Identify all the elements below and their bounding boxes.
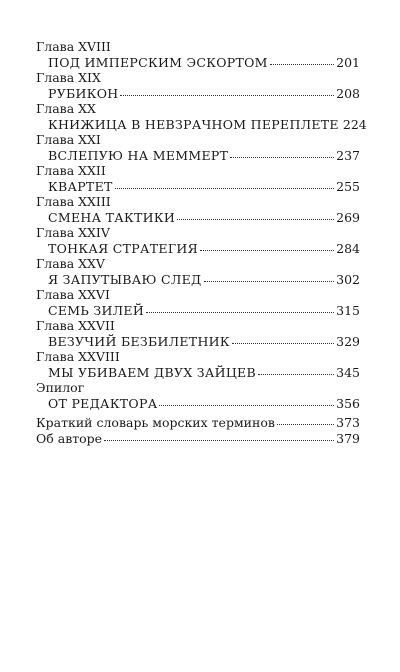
dot-leader: [232, 334, 334, 346]
toc-chapter-entry: [36, 381, 360, 412]
chapter-title: СЕМЬ ЗИЛЕЙ: [48, 303, 145, 318]
chapter-title-row: [36, 148, 360, 164]
chapter-title-row: [36, 55, 360, 71]
dot-leader: [258, 365, 334, 377]
toc-chapter-entry: [36, 257, 360, 288]
page-number: 373: [336, 415, 360, 430]
table-of-contents: [36, 39, 367, 447]
toc-chapter-entry: [36, 288, 360, 319]
chapter-title: ТОНКАЯ СТРАТЕГИЯ: [48, 241, 199, 256]
dot-leader: [200, 241, 334, 253]
toc-chapter-entry: [36, 71, 360, 102]
toc-chapter-entry: [36, 350, 360, 381]
chapter-title: КНИЖИЦА В НЕВЗРАЧНОМ ПЕРЕПЛЕТЕ: [48, 117, 339, 132]
chapter-title: ВСЛЕПУЮ НА МЕММЕРТ: [48, 148, 229, 163]
page-number: 284: [336, 241, 360, 256]
chapter-title-row: [36, 303, 360, 319]
page-number: 237: [336, 148, 360, 163]
chapter-label: Глава XXIV: [36, 225, 110, 240]
page-number: 356: [336, 396, 360, 411]
chapter-title-row: [36, 179, 360, 195]
page-number: 379: [336, 431, 360, 446]
chapter-title-row: [36, 334, 360, 350]
chapter-title: СМЕНА ТАКТИКИ: [48, 210, 176, 225]
chapter-title-row: [36, 210, 360, 226]
chapter-label: Глава XXVIII: [36, 349, 120, 364]
chapter-label: Глава XXII: [36, 163, 106, 178]
chapter-label: Глава XXVI: [36, 287, 110, 302]
chapter-title: Я ЗАПУТЫВАЮ СЛЕД: [48, 272, 202, 287]
chapter-label: Глава XVIII: [36, 39, 111, 54]
page-number: 208: [336, 86, 360, 101]
dot-leader: [115, 179, 335, 191]
toc-extra-entry: [36, 431, 360, 447]
chapter-title-row: [36, 117, 367, 133]
toc-chapter-entry: [36, 40, 360, 71]
page-number: 269: [336, 210, 360, 225]
page-number: 302: [336, 272, 360, 287]
page-number: 329: [336, 334, 360, 349]
dot-leader: [120, 86, 334, 98]
toc-chapter-entry: [36, 319, 360, 350]
extra-title: Краткий словарь морских терминов: [36, 415, 275, 430]
toc-chapter-entry: [36, 164, 360, 195]
page-number: 201: [336, 55, 360, 70]
toc-extra-entry: [36, 415, 360, 431]
dot-leader: [230, 148, 334, 160]
chapter-label: Глава XXIII: [36, 194, 111, 209]
chapter-label: Глава XXVII: [36, 318, 115, 333]
page-number: 345: [336, 365, 360, 380]
dot-leader: [146, 303, 334, 315]
chapter-title-row: [36, 272, 360, 288]
chapter-label: Глава XX: [36, 101, 96, 116]
toc-chapter-entry: [36, 101, 367, 133]
chapter-title-row: [36, 396, 360, 412]
extra-title: Об авторе: [36, 431, 103, 446]
dot-leader: [270, 55, 334, 67]
dot-leader: [104, 431, 334, 443]
chapter-title: ВЕЗУЧИЙ БЕЗБИЛЕТНИК: [48, 334, 230, 349]
chapter-title: РУБИКОН: [48, 86, 119, 101]
toc-chapter-entry: [36, 226, 360, 257]
dot-leader: [204, 272, 335, 284]
extras-list: [36, 415, 360, 447]
chapter-title: КВАРТЕТ: [48, 179, 113, 194]
page-number: 315: [336, 303, 360, 318]
page-number: 224: [342, 117, 367, 132]
chapter-title: МЫ УБИВАЕМ ДВУХ ЗАЙЦЕВ: [48, 365, 256, 380]
dot-leader: [277, 415, 334, 427]
toc-chapter-entry: [36, 195, 360, 226]
chapter-list: [36, 39, 367, 412]
chapter-label: Глава XXV: [36, 256, 105, 271]
page-number: 255: [336, 179, 360, 194]
chapter-title: ОТ РЕДАКТОРА: [48, 396, 158, 411]
chapter-label: Эпилог: [36, 380, 85, 395]
dot-leader: [159, 396, 334, 408]
dot-leader: [177, 210, 334, 222]
chapter-title: ПОД ИМПЕРСКИМ ЭСКОРТОМ: [48, 55, 268, 70]
toc-chapter-entry: [36, 133, 360, 164]
chapter-title-row: [36, 365, 360, 381]
chapter-label: Глава XIX: [36, 70, 101, 85]
chapter-title-row: [36, 86, 360, 102]
chapter-title-row: [36, 241, 360, 257]
chapter-label: Глава XXI: [36, 132, 101, 147]
